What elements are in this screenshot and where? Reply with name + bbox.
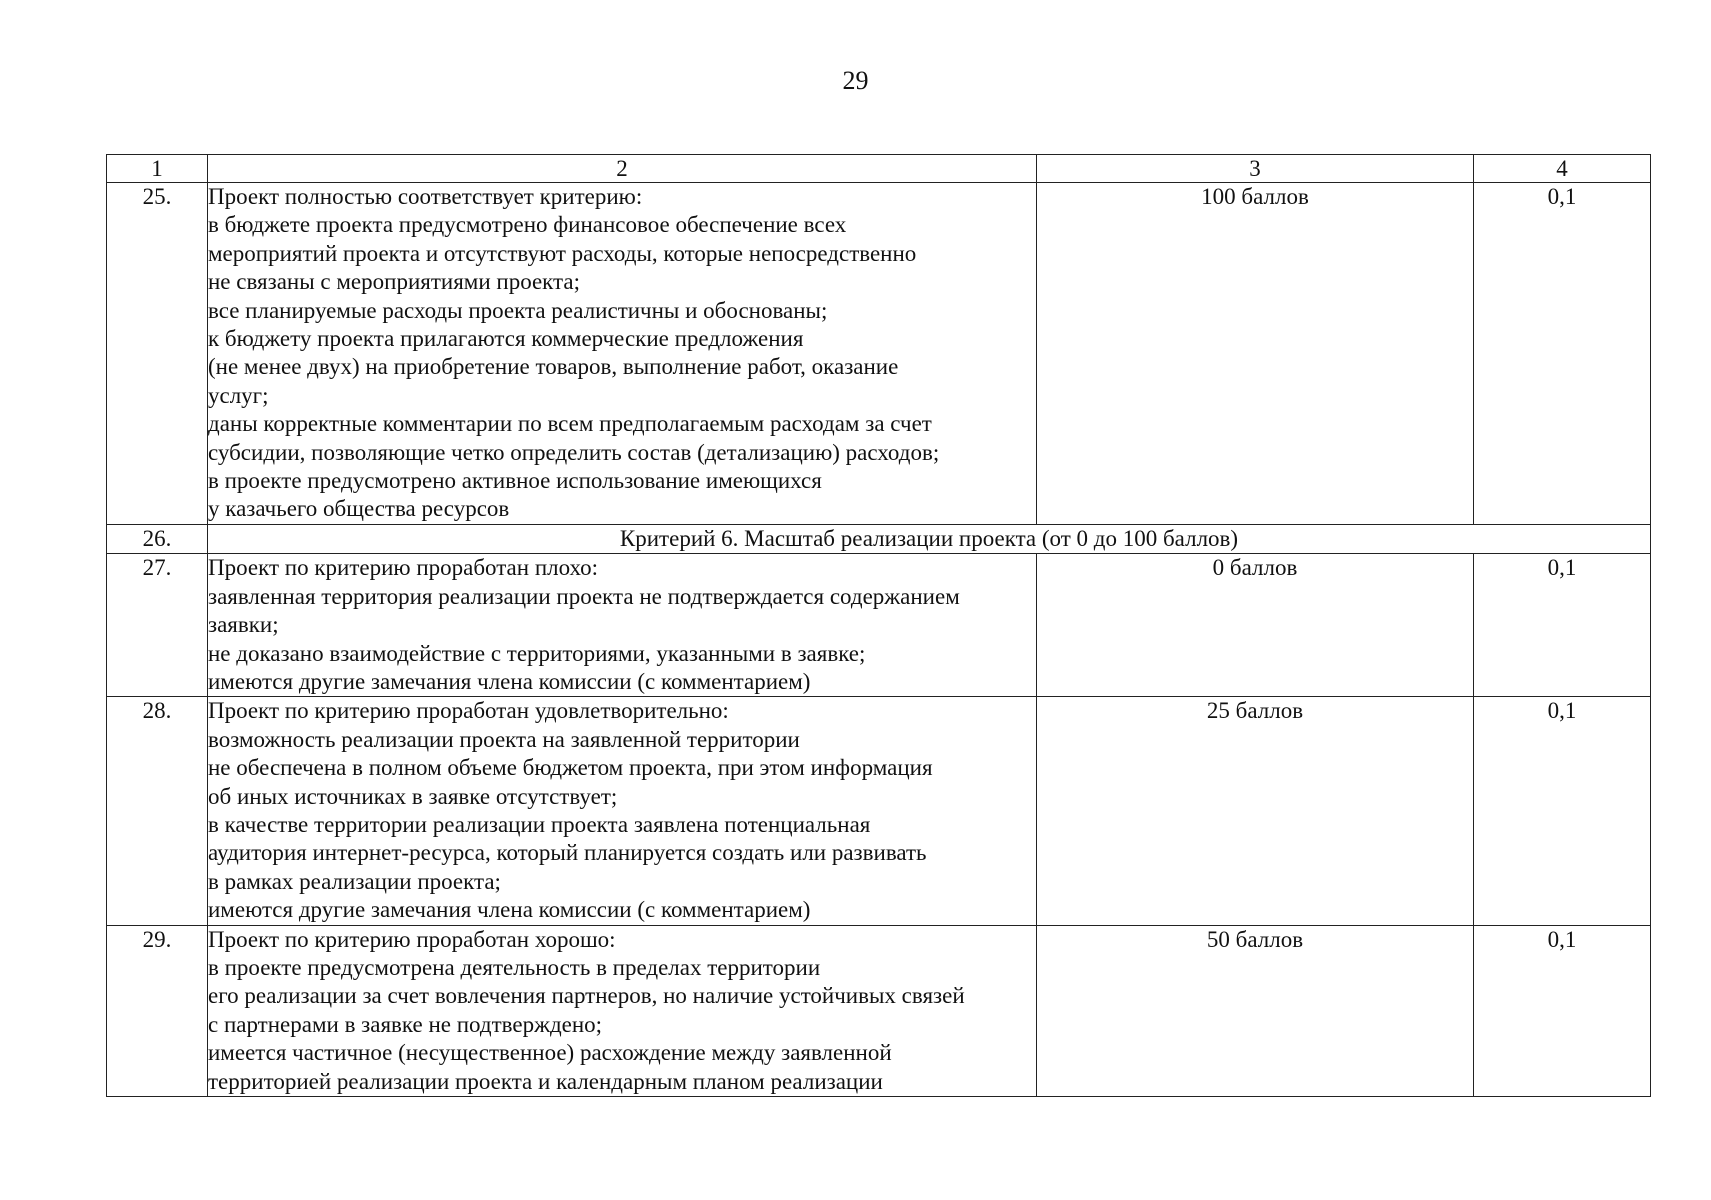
- table-row: [107, 925, 1651, 1096]
- column-header: 1: [107, 155, 208, 183]
- description-line: даны корректные комментарии по всем предполагаемым расходам за счет: [208, 411, 932, 437]
- description-line: с партнерами в заявке не подтверждено;: [208, 1011, 603, 1037]
- description-line: имеется частичное (несущественное) расхождение между заявленной: [208, 1040, 892, 1066]
- column-header: 4: [1474, 155, 1651, 183]
- description-line: территорией реализации проекта и календарным планом реализации: [208, 1068, 883, 1094]
- description-line: к бюджету проекта прилагаются коммерческие предложения: [208, 326, 804, 352]
- description-line: в бюджете проекта предусмотрено финансовое обеспечение всех: [208, 212, 847, 238]
- description-line: заявленная территория реализации проекта не подтверждается содержанием: [208, 583, 960, 609]
- description-line: Проект по критерию проработан хорошо:: [208, 926, 616, 952]
- row-description: [208, 925, 1037, 1096]
- description-line: в проекте предусмотрена деятельность в пределах территории: [208, 954, 821, 980]
- row-weight: 0,1: [1474, 554, 1651, 697]
- row-description: [208, 697, 1037, 925]
- description-line: об иных источниках в заявке отсутствует;: [208, 783, 618, 809]
- description-line: у казачьего общества ресурсов: [208, 496, 510, 522]
- description-line: не обеспечена в полном объеме бюджетом проекта, при этом информация: [208, 755, 933, 781]
- description-line: все планируемые расходы проекта реалистичны и обоснованы;: [208, 297, 828, 323]
- description-line: мероприятий проекта и отсутствуют расходы, которые непосредственно: [208, 240, 917, 266]
- row-weight: 0,1: [1474, 925, 1651, 1096]
- description-line: Проект по критерию проработан плохо:: [208, 555, 599, 581]
- criteria-table: [106, 154, 1651, 1097]
- description-line: не связаны с мероприятиями проекта;: [208, 269, 580, 295]
- description-line: в рамках реализации проекта;: [208, 868, 501, 894]
- row-weight: 0,1: [1474, 183, 1651, 525]
- description-line: в качестве территории реализации проекта заявлена потенциальная: [208, 811, 871, 837]
- row-score: 25 баллов: [1037, 697, 1474, 925]
- table-row-criterion: [107, 524, 1651, 553]
- description-line: возможность реализации проекта на заявленной территории: [208, 726, 800, 752]
- page-number: 29: [842, 66, 869, 95]
- description-line: Проект по критерию проработан удовлетворительно:: [208, 698, 729, 724]
- description-line: аудитория интернет-ресурса, который планируется создать или развивать: [208, 840, 927, 866]
- description-line: имеются другие замечания члена комиссии (с комментарием): [208, 897, 811, 923]
- description-line: Проект полностью соответствует критерию:: [208, 184, 643, 209]
- table-header-row: [107, 155, 1651, 183]
- description-line: услуг;: [208, 382, 269, 408]
- description-line: (не менее двух) на приобретение товаров, выполнение работ, оказание: [208, 354, 899, 380]
- row-score: 50 баллов: [1037, 925, 1474, 1096]
- description-line: субсидии, позволяющие четко определить состав (детализацию) расходов;: [208, 439, 940, 465]
- description-line: не доказано взаимодействие с территориями, указанными в заявке;: [208, 640, 866, 666]
- description-line: заявки;: [208, 612, 279, 638]
- table-row: [107, 697, 1651, 925]
- table-row: [107, 554, 1651, 697]
- criterion-heading: Критерий 6. Масштаб реализации проекта (от 0 до 100 баллов): [208, 524, 1651, 553]
- row-number: 25.: [107, 183, 208, 525]
- row-weight: 0,1: [1474, 697, 1651, 925]
- description-line: его реализации за счет вовлечения партнеров, но наличие устойчивых связей: [208, 983, 965, 1009]
- row-score: 0 баллов: [1037, 554, 1474, 697]
- column-header: 2: [208, 155, 1037, 183]
- description-line: в проекте предусмотрено активное использование имеющихся: [208, 468, 822, 494]
- row-number: 27.: [107, 554, 208, 697]
- row-description: [208, 554, 1037, 697]
- row-description: [208, 183, 1037, 525]
- row-score: 100 баллов: [1037, 183, 1474, 525]
- row-number: 28.: [107, 697, 208, 925]
- row-number: 29.: [107, 925, 208, 1096]
- table-row: [107, 183, 1651, 525]
- row-number: 26.: [107, 524, 208, 553]
- column-header: 3: [1037, 155, 1474, 183]
- description-line: имеются другие замечания члена комиссии (с комментарием): [208, 668, 811, 694]
